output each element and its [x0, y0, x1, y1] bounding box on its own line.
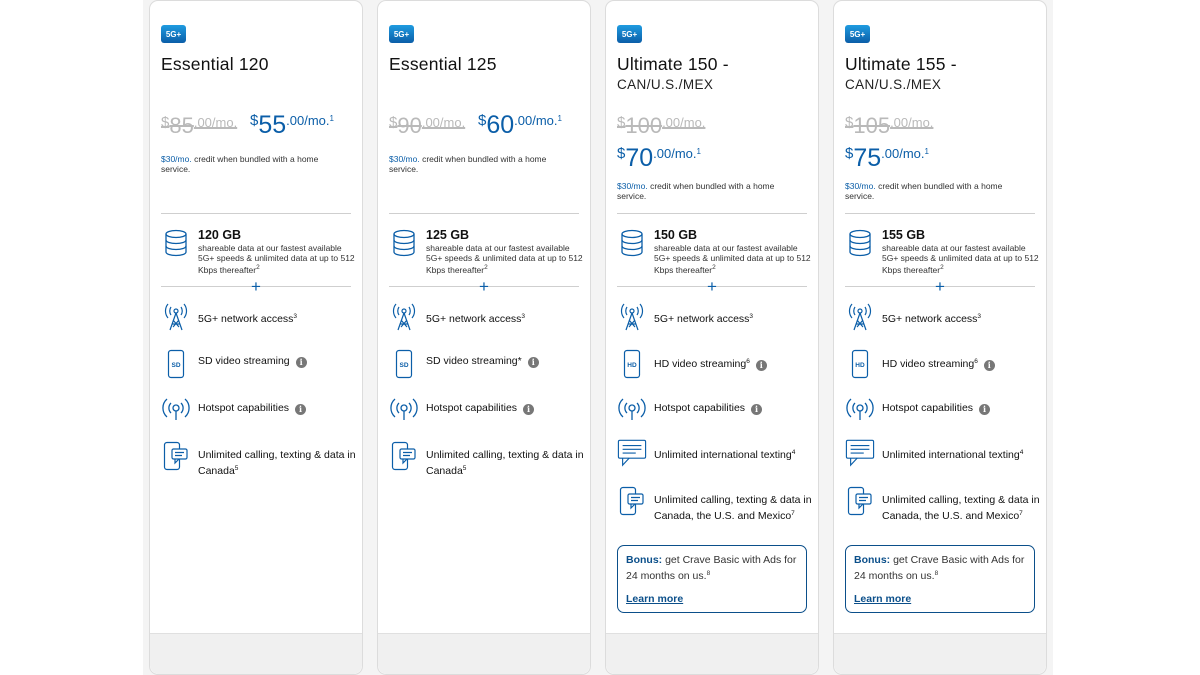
feature-label: Unlimited calling, texting & data in Canada$^5$ [198, 449, 356, 477]
info-icon[interactable]: i [984, 360, 995, 371]
feature-label: Hotspot capabilities i [654, 402, 814, 415]
plan-card [377, 0, 591, 675]
plan-feature [389, 441, 584, 483]
original-price: $^{\$}105^{.00/mo.}$ [845, 113, 934, 138]
original-price: $^{\$}85^{.00/mo.}$ [161, 113, 238, 138]
tower-icon [389, 303, 419, 333]
plan-feature [161, 349, 356, 391]
5g-plus-badge: 5G+ [845, 25, 870, 43]
discounted-price: $^{\$}75^{.00/mo.1}$ [845, 144, 929, 172]
original-price: $^{\$}90^{.00/mo.}$ [389, 113, 466, 138]
card-footer [606, 633, 818, 674]
phone-chat-icon [845, 486, 875, 516]
database-icon [389, 229, 419, 259]
feature-label: Hotspot capabilities i [426, 402, 586, 415]
phone-hd-icon [845, 349, 875, 379]
plan-feature [845, 303, 1040, 345]
feature-label: 5G+ network access$^3$ [654, 313, 754, 325]
plan-feature [161, 303, 356, 345]
divider [161, 213, 351, 214]
plan-feature [617, 438, 812, 480]
feature-label: 5G+ network access$^3$ [198, 313, 298, 325]
discounted-price: $^{\$}60^{.00/mo.1}$ [478, 111, 562, 139]
bundle-credit-note: $30/mo. credit when bundled with a home service. [845, 181, 1003, 201]
5g-plus-badge: 5G+ [161, 25, 186, 43]
info-icon[interactable]: i [979, 404, 990, 415]
data-allotment [617, 229, 812, 277]
divider [617, 213, 807, 214]
plan-feature [617, 303, 812, 345]
data-description: shareable data at our fastest available 5G+ speeds & unlimited data at up to 512 Kbps thereafter$^2$ [198, 243, 355, 275]
plan-feature [389, 349, 584, 391]
tower-icon [161, 303, 191, 333]
tower-icon [845, 303, 875, 333]
bundle-credit-note: $30/mo. credit when bundled with a home service. [389, 154, 547, 174]
data-allotment [161, 229, 356, 277]
data-amount: 125 GB [426, 228, 470, 242]
data-allotment [389, 229, 584, 277]
plus-icon: + [935, 277, 945, 296]
bonus-label: Bonus: [854, 554, 891, 566]
plan-feature [161, 397, 356, 439]
card-footer [834, 633, 1046, 674]
database-icon [845, 229, 875, 259]
feature-label: Unlimited calling, texting & data in Canada, the U.S. and Mexico$^7$ [654, 494, 812, 522]
plan-feature [845, 397, 1040, 439]
data-description: shareable data at our fastest available 5G+ speeds & unlimited data at up to 512 Kbps thereafter$^2$ [654, 243, 811, 275]
plan-subtitle: CAN/U.S./MEX [617, 77, 714, 92]
plan-feature [845, 438, 1040, 480]
data-description: shareable data at our fastest available 5G+ speeds & unlimited data at up to 512 Kbps thereafter$^2$ [882, 243, 1039, 275]
feature-label: Unlimited international texting$^4$ [654, 449, 796, 461]
plan-feature [161, 441, 356, 483]
plan-name: Ultimate 150 - [617, 54, 729, 74]
phone-chat-icon [161, 441, 191, 471]
database-icon [161, 229, 191, 259]
plan-feature [617, 486, 812, 528]
feature-label: HD video streaming$^6$ i [654, 355, 814, 371]
bonus-offer: Bonus: get Crave Basic with Ads for 24 months on us.$^8$ Learn more [845, 545, 1035, 613]
svg-text:HD: HD [627, 362, 637, 369]
phone-sd-icon [161, 349, 191, 379]
feature-label: Hotspot capabilities i [882, 402, 1042, 415]
phone-sd-icon [389, 349, 419, 379]
original-price: $^{\$}100^{.00/mo.}$ [617, 113, 706, 138]
feature-label: Unlimited international texting$^4$ [882, 449, 1024, 461]
plan-name: Ultimate 155 - [845, 54, 957, 74]
plus-icon: + [479, 277, 489, 296]
feature-label: SD video streaming* i [426, 355, 586, 368]
hotspot-icon [617, 397, 647, 427]
hotspot-icon [389, 397, 419, 427]
info-icon[interactable]: i [296, 357, 307, 368]
feature-label: Hotspot capabilities i [198, 402, 358, 415]
learn-more-link[interactable]: Learn more [626, 593, 684, 605]
feature-label: 5G+ network access$^3$ [882, 313, 982, 325]
plan-subtitle: CAN/U.S./MEX [845, 77, 942, 92]
plan-feature [845, 349, 1040, 391]
feature-label: SD video streaming i [198, 355, 358, 368]
plan-card [149, 0, 363, 675]
plan-feature [845, 486, 1040, 528]
learn-more-link[interactable]: Learn more [854, 593, 912, 605]
database-icon [617, 229, 647, 259]
message-icon [617, 438, 647, 468]
svg-text:SD: SD [399, 362, 409, 369]
feature-label: Unlimited calling, texting & data in Canada$^5$ [426, 449, 584, 477]
plan-feature [389, 303, 584, 345]
hotspot-icon [845, 397, 875, 427]
plan-feature [617, 397, 812, 439]
discounted-price: $^{\$}55^{.00/mo.1}$ [250, 111, 334, 139]
message-icon [845, 438, 875, 468]
bundle-credit-note: $30/mo. credit when bundled with a home service. [161, 154, 319, 174]
hotspot-icon [161, 397, 191, 427]
feature-label: HD video streaming$^6$ i [882, 355, 1042, 371]
info-icon[interactable]: i [751, 404, 762, 415]
data-amount: 150 GB [654, 228, 698, 242]
data-allotment [845, 229, 1040, 277]
phone-hd-icon [617, 349, 647, 379]
divider [845, 213, 1035, 214]
svg-text:SD: SD [171, 362, 181, 369]
plus-icon: + [251, 277, 261, 296]
feature-label: 5G+ network access$^3$ [426, 313, 526, 325]
5g-plus-badge: 5G+ [617, 25, 642, 43]
info-icon[interactable]: i [528, 357, 539, 368]
plan-feature [617, 349, 812, 391]
plan-name: Essential 120 [161, 54, 269, 74]
plus-icon: + [707, 277, 717, 296]
feature-label: Unlimited calling, texting & data in Canada, the U.S. and Mexico$^7$ [882, 494, 1040, 522]
data-amount: 120 GB [198, 228, 242, 242]
divider [389, 213, 579, 214]
data-description: shareable data at our fastest available 5G+ speeds & unlimited data at up to 512 Kbps thereafter$^2$ [426, 243, 583, 275]
svg-text:HD: HD [855, 362, 865, 369]
card-footer [150, 633, 362, 674]
plan-name: Essential 125 [389, 54, 497, 74]
plan-card [833, 0, 1047, 675]
phone-chat-icon [617, 486, 647, 516]
info-icon[interactable]: i [756, 360, 767, 371]
bonus-label: Bonus: [626, 554, 663, 566]
plan-card [605, 0, 819, 675]
plan-feature [389, 397, 584, 439]
data-amount: 155 GB [882, 228, 926, 242]
card-footer [378, 633, 590, 674]
tower-icon [617, 303, 647, 333]
info-icon[interactable]: i [295, 404, 306, 415]
phone-chat-icon [389, 441, 419, 471]
info-icon[interactable]: i [523, 404, 534, 415]
5g-plus-badge: 5G+ [389, 25, 414, 43]
bundle-credit-note: $30/mo. credit when bundled with a home service. [617, 181, 775, 201]
discounted-price: $^{\$}70^{.00/mo.1}$ [617, 144, 701, 172]
bonus-offer: Bonus: get Crave Basic with Ads for 24 months on us.$^8$ Learn more [617, 545, 807, 613]
